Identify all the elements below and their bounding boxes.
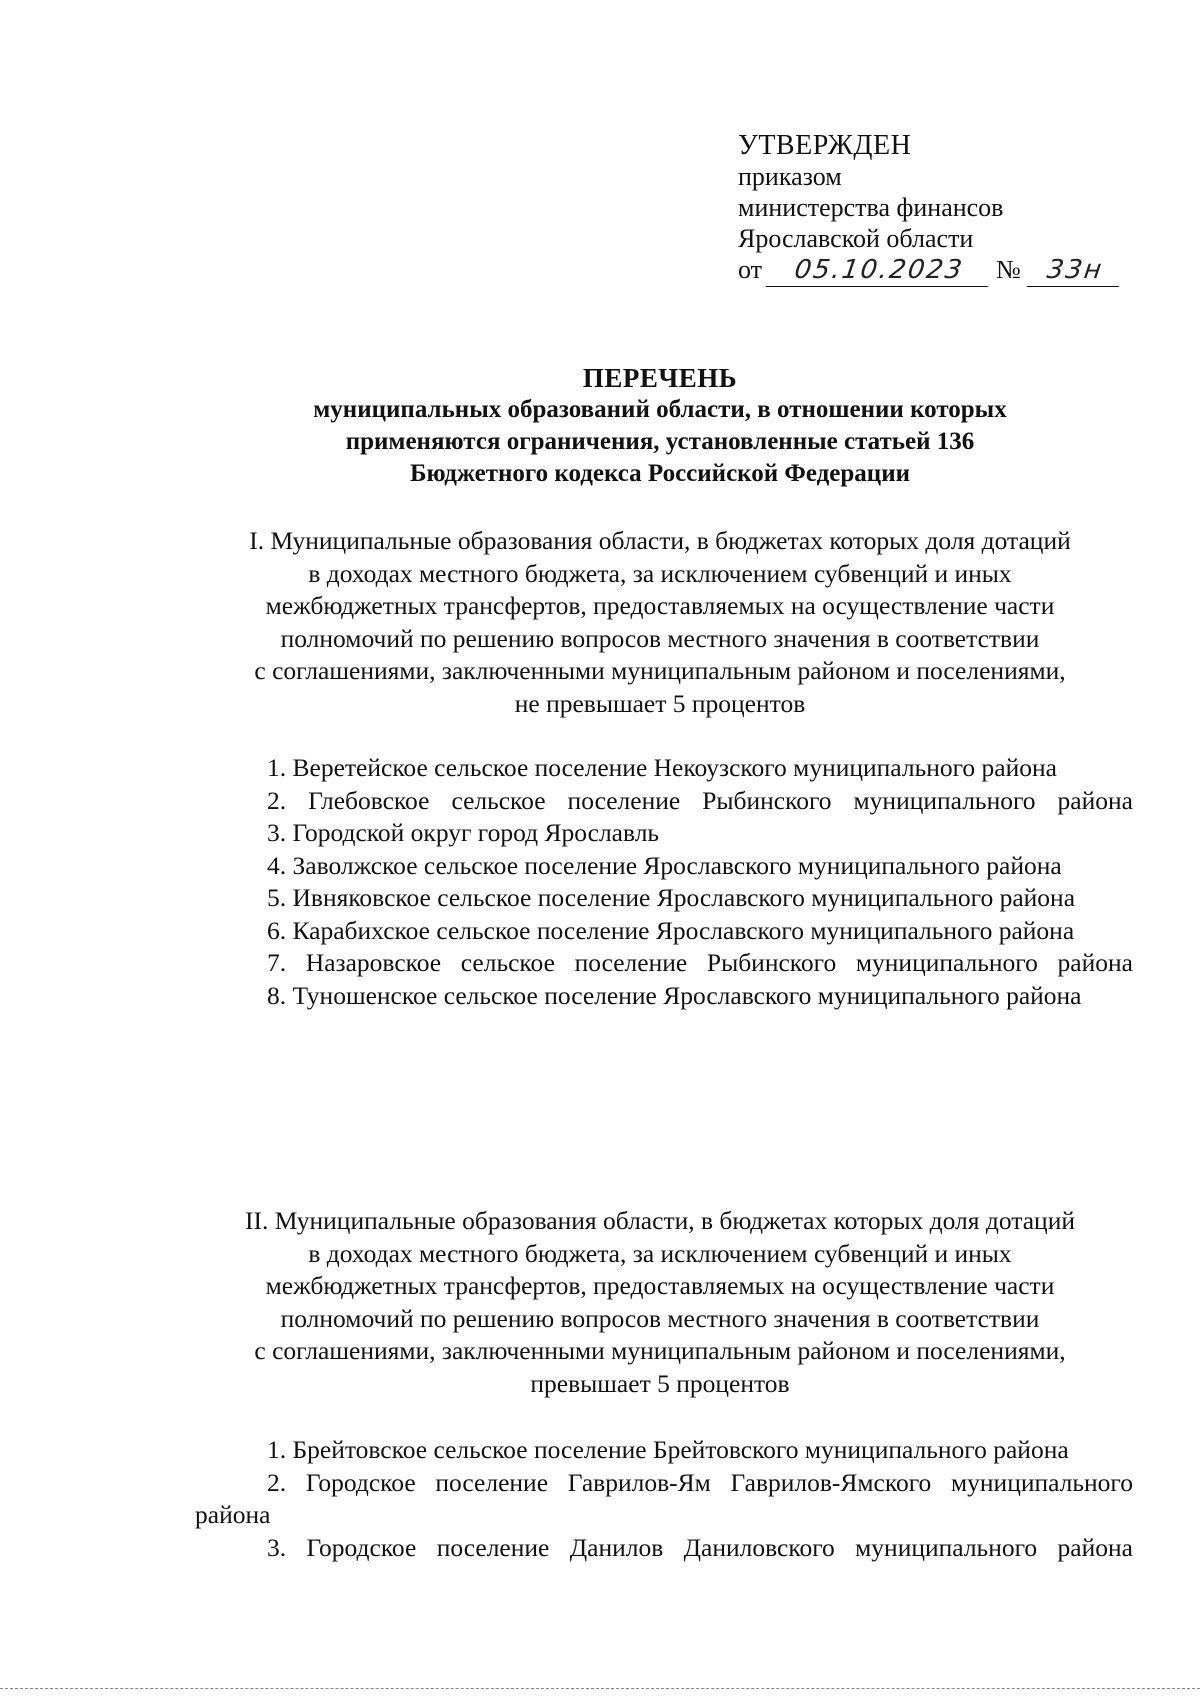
list-item: 7. Назаровское сельское поселение Рыбинского муниципального района xyxy=(267,948,1133,977)
section-2-list xyxy=(195,1434,1133,1564)
approval-date-line xyxy=(738,254,1121,287)
section-heading-line: II. Муниципальные образования области, в бюджетах которых доля дотаций xyxy=(244,1206,1075,1235)
handwritten-number: 33н xyxy=(1027,255,1123,287)
date-prefix: от xyxy=(738,255,763,284)
document-title xyxy=(180,362,1140,490)
section-heading-line: превышает 5 процентов xyxy=(530,1368,790,1398)
section-heading-line: полномочий по решению вопросов местного значения в соответствии xyxy=(280,1303,1040,1333)
section-heading-line: в доходах местного бюджета, за исключением субвенций и иных xyxy=(308,1238,1012,1268)
list-item: 3. Городское поселение Данилов Даниловского муниципального района xyxy=(267,1532,1133,1562)
section-heading-line: не превышает 5 процентов xyxy=(514,688,806,718)
approval-title: УТВЕРЖДЕН xyxy=(738,130,912,161)
section-heading-line: в доходах местного бюджета, за исключением субвенций и иных xyxy=(308,558,1012,588)
list-item: 6. Карабихское сельское поселение Ярославского муниципального района xyxy=(267,915,1075,945)
list-item: 2. Глебовское сельское поселение Рыбинского муниципального района xyxy=(267,785,1133,815)
section-heading-line: межбюджетных трансфертов, предоставляемых на осуществление части xyxy=(265,1271,1055,1300)
list-item: 1. Веретейское сельское поселение Некоузского муниципального района xyxy=(267,753,1057,782)
list-item: 3. Городской округ город Ярославль xyxy=(267,818,660,847)
list-item: 1. Брейтовское сельское поселение Брейтовского муниципального района xyxy=(267,1435,1069,1464)
title-heading: ПЕРЕЧЕНЬ xyxy=(582,363,738,393)
approval-line-region: Ярославской области xyxy=(738,224,974,253)
list-item: 8. Туношенское сельское поселение Ярославского муниципального района xyxy=(267,980,1082,1010)
list-item: 2. Городское поселение Гаврилов-Ям Гаврилов-Ямского муниципального района xyxy=(195,1467,1133,1529)
section-heading-line: с соглашениями, заключенными муниципальным районом и поселениями, xyxy=(254,656,1066,685)
section-heading-line: с соглашениями, заключенными муниципальным районом и поселениями, xyxy=(254,1336,1066,1365)
section-1-list xyxy=(195,752,1133,1012)
approval-line-order: приказом xyxy=(738,162,842,191)
title-subtitle-line: Бюджетного кодекса Российской Федерации xyxy=(409,460,910,487)
title-subtitle-line: муниципальных образований области, в отношении которых xyxy=(313,396,1007,423)
section-heading-line: межбюджетных трансфертов, предоставляемых на осуществление части xyxy=(265,591,1055,620)
title-subtitle-line: применяются ограничения, установленные статьей 136 xyxy=(345,428,975,455)
section-1-heading xyxy=(190,525,1130,720)
approval-stamp-block xyxy=(738,130,1121,287)
list-item: 4. Заволжское сельское поселение Ярославского муниципального района xyxy=(267,850,1062,880)
list-item: 5. Ивняковское сельское поселение Ярославского муниципального района xyxy=(267,883,1076,912)
section-2-heading xyxy=(190,1205,1130,1400)
approval-line-ministry: министерства финансов xyxy=(738,193,1004,222)
page-bottom-divider xyxy=(0,1688,1200,1689)
number-prefix: № xyxy=(996,255,1021,284)
section-heading-line: полномочий по решению вопросов местного значения в соответствии xyxy=(280,623,1040,653)
section-heading-line: I. Муниципальные образования области, в бюджетах которых доля дотаций xyxy=(249,526,1071,555)
handwritten-date: 05.10.2023 xyxy=(766,255,992,287)
